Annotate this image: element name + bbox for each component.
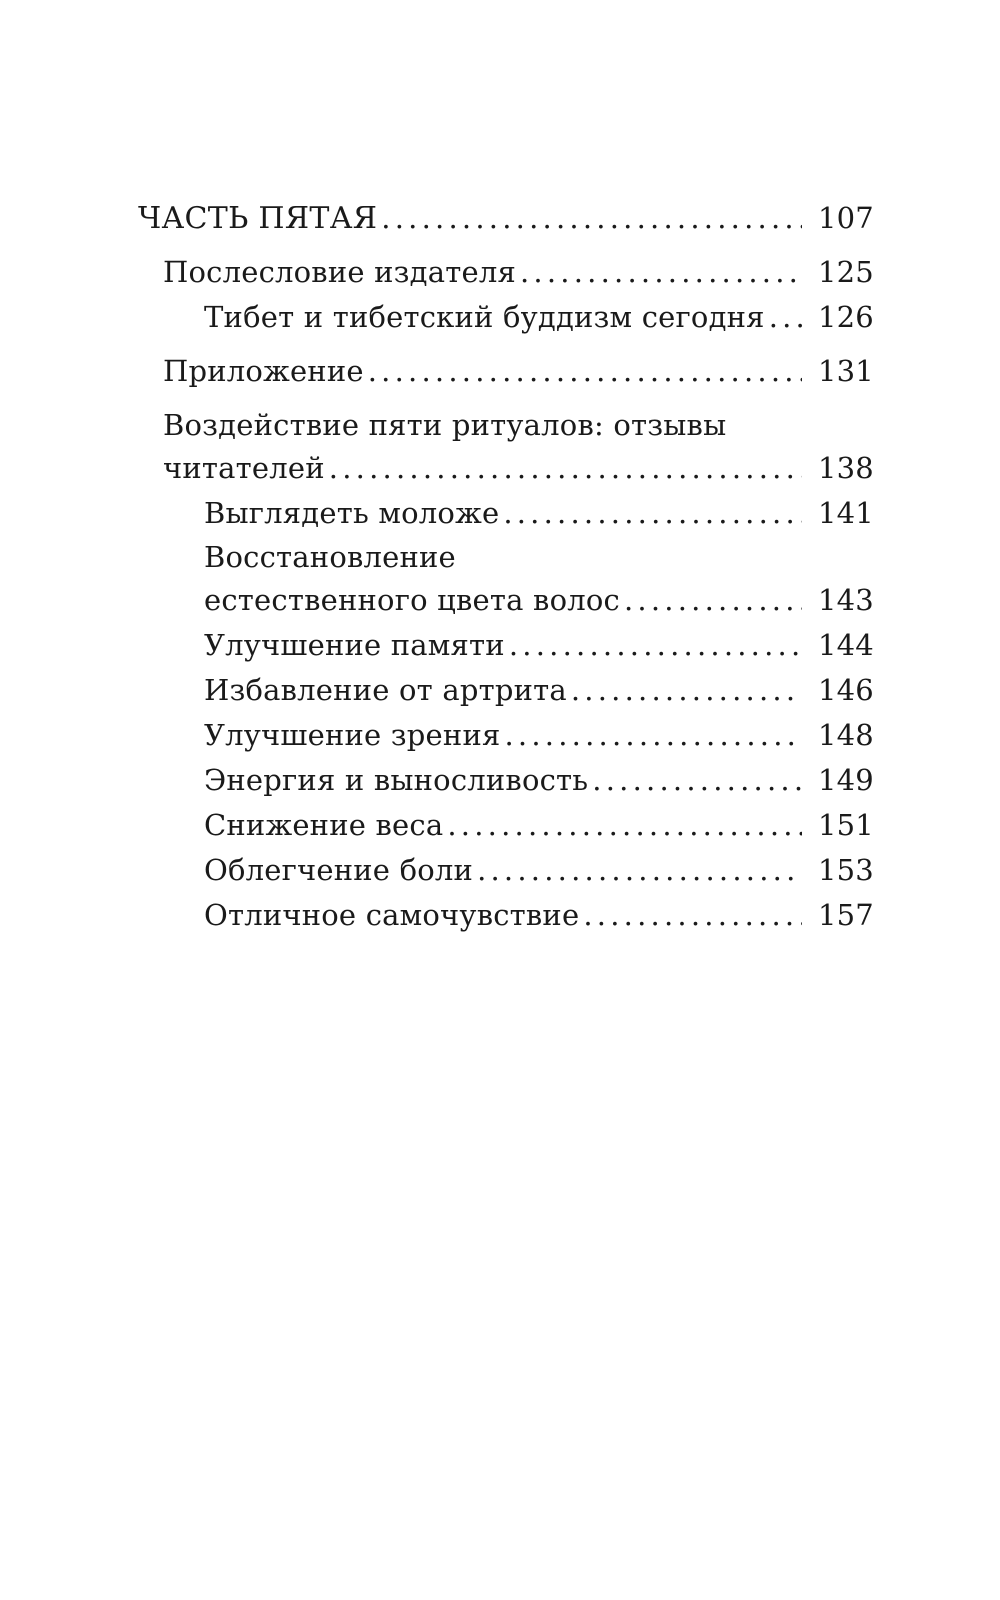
dot-leader (477, 848, 802, 893)
toc-entry-reader-reviews[interactable] (138, 404, 874, 491)
toc-entry-afterword[interactable] (138, 250, 874, 295)
toc-entry-hair-color[interactable] (138, 536, 874, 623)
toc-entry-title: Выглядеть моложе (204, 496, 500, 530)
toc-entry-title: Отличное самочувствие (204, 898, 580, 932)
toc-entry-page: 125 (818, 255, 874, 289)
toc-entry-pain-relief[interactable] (138, 848, 874, 893)
dot-leader (447, 803, 802, 848)
toc-entry-title: Улучшение зрения (204, 718, 501, 752)
toc-entry-title-line1: Воздействие пяти ритуалов: отзывы (163, 408, 727, 442)
toc-entry-page: 141 (818, 496, 874, 530)
toc-entry-page: 107 (818, 201, 874, 235)
toc-entry-page: 144 (818, 628, 874, 662)
toc-entry-title: Снижение веса (204, 808, 444, 842)
toc-entry-title-line2: читателей (163, 451, 325, 485)
dot-leader (769, 295, 802, 340)
toc-entry-title-line1: Восстановление (204, 540, 456, 574)
dot-leader (503, 491, 802, 536)
toc-entry-page: 153 (818, 853, 874, 887)
toc-entry-page: 143 (818, 583, 874, 617)
dot-leader (520, 250, 802, 295)
dot-leader (381, 196, 802, 241)
toc-entry-title: Приложение (163, 354, 364, 388)
dot-leader (509, 623, 802, 668)
toc-entry-title: Тибет и тибетский буддизм сегодня (204, 300, 765, 334)
toc-entry-energy[interactable] (138, 758, 874, 803)
toc-entry-page: 131 (818, 354, 874, 388)
toc-entry-arthritis[interactable] (138, 668, 874, 713)
toc-entry-page: 151 (818, 808, 874, 842)
toc-entry-part-five[interactable] (138, 196, 874, 241)
toc-entry-title: Облегчение боли (204, 853, 474, 887)
toc-entry-title-line2: естественного цвета волос (204, 583, 620, 617)
toc-entry-page: 157 (818, 898, 874, 932)
toc-entry-page: 138 (818, 451, 874, 485)
toc-entry-title: Послесловие издателя (163, 255, 516, 289)
toc-entry-vision[interactable] (138, 713, 874, 758)
toc-entry-page: 146 (818, 673, 874, 707)
toc-entry-memory[interactable] (138, 623, 874, 668)
dot-leader (329, 446, 802, 491)
dot-leader (624, 578, 802, 623)
dot-leader (571, 668, 802, 713)
table-of-contents (138, 196, 874, 938)
dot-leader (592, 758, 802, 803)
toc-entry-page: 126 (818, 300, 874, 334)
dot-leader (368, 349, 802, 394)
toc-entry-page: 148 (818, 718, 874, 752)
toc-entry-tibet[interactable] (138, 295, 874, 340)
toc-entry-look-younger[interactable] (138, 491, 874, 536)
dot-leader (583, 893, 802, 938)
toc-entry-page: 149 (818, 763, 874, 797)
toc-entry-wellbeing[interactable] (138, 893, 874, 938)
toc-entry-weight-loss[interactable] (138, 803, 874, 848)
toc-entry-title: Избавление от артрита (204, 673, 567, 707)
dot-leader (504, 713, 802, 758)
toc-entry-appendix[interactable] (138, 349, 874, 394)
toc-entry-title: Энергия и выносливость (204, 763, 589, 797)
toc-entry-title: ЧАСТЬ ПЯТАЯ (138, 201, 378, 236)
toc-entry-title: Улучшение памяти (204, 628, 505, 662)
